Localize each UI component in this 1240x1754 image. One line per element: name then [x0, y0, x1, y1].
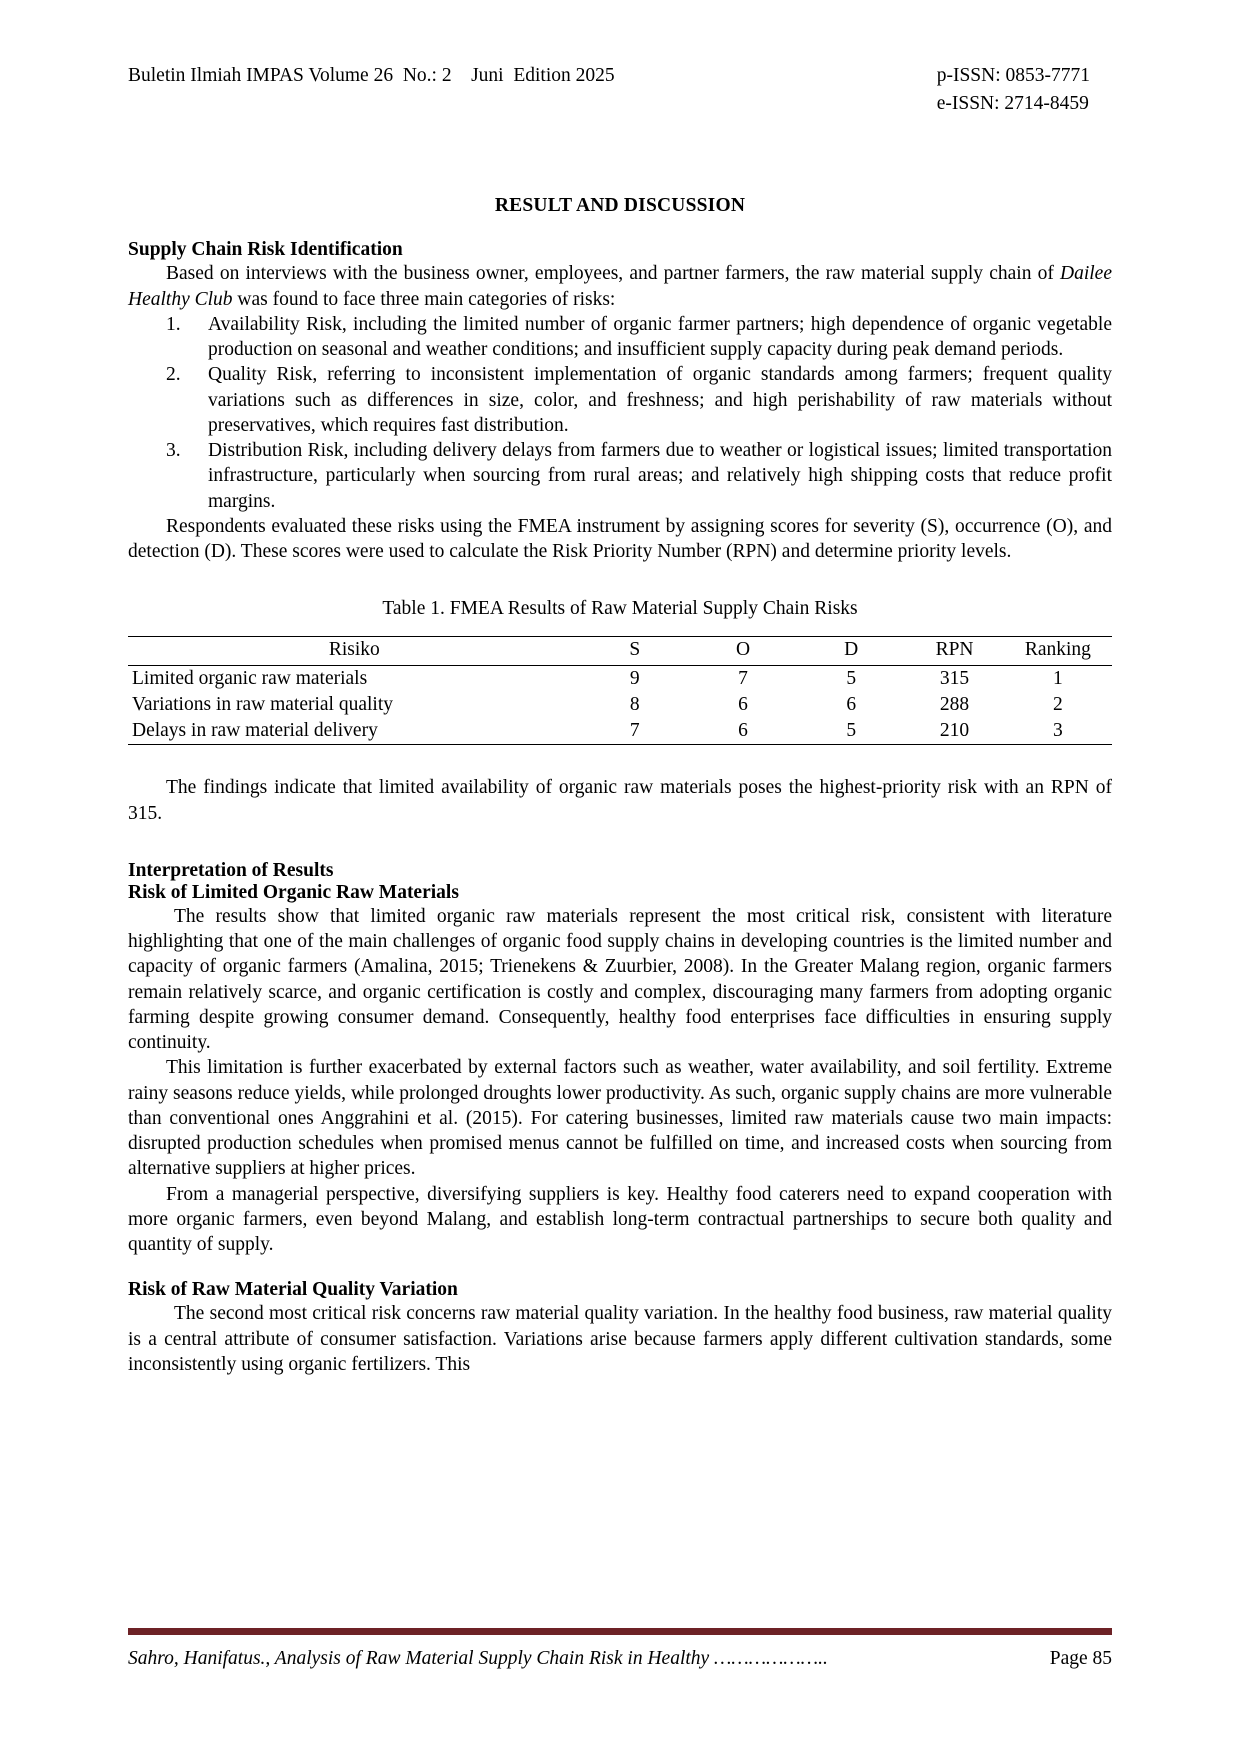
- cell-severity: 7: [581, 718, 689, 745]
- page-title: RESULT AND DISCUSSION: [494, 195, 746, 217]
- paragraph-limited-raw-materials-3: From a managerial perspective, diversifying suppliers is key. Healthy food caterers need to expand cooperation with more organic farmers, even beyond Malang, and establish long-term contractual partnerships to secure both quality and quantity of supply.: [128, 1183, 1112, 1256]
- paragraph-quality-variation: The second most critical risk concerns raw material quality variation. In the healthy food business, raw material quality is a central attribute of consumer satisfaction. Variations arise because farmers apply different cultivation standards, some inconsistently using organic fertilizers. This: [128, 1303, 1112, 1375]
- cell-rpn: 210: [905, 718, 1003, 745]
- heading-supply-chain-risk-identification: Supply Chain Risk Identification: [128, 239, 403, 261]
- column-header-d: D: [797, 637, 905, 666]
- footer-row: [128, 1648, 1112, 1670]
- column-header-o: O: [689, 637, 797, 666]
- e-issn: e-ISSN: 2714-8459: [936, 92, 1089, 114]
- cell-risk: Delays in raw material delivery: [128, 718, 581, 745]
- cell-detection: 6: [846, 694, 857, 716]
- list-item-number: 1.: [166, 313, 181, 335]
- cell-detection: 5: [846, 668, 857, 690]
- footer-article-title: Sahro, Hanifatus., Analysis of Raw Material Supply Chain Risk in Healthy ………………..: [128, 1648, 828, 1669]
- cell-occurrence: 6: [689, 718, 797, 745]
- list-item-text: Quality Risk, referring to inconsistent implementation of organic standards among farmers; frequent quality variations such as differences in size, color, and freshness; and high perishability of raw materials without preservatives, which requires fast distribution.: [208, 364, 1112, 436]
- list-item-number: 2.: [166, 364, 181, 386]
- table-caption: Table 1. FMEA Results of Raw Material Supply Chain Risks: [382, 598, 858, 620]
- cell-severity: 9: [629, 668, 640, 690]
- table-row: [128, 692, 1112, 718]
- list-item-text: Distribution Risk, including delivery delays from farmers due to weather or logistical issues; limited transportation infrastructure, particularly when sourcing from rural areas; and relatively high shipping costs that reduce profit margins.: [208, 440, 1112, 512]
- list-item-text: Availability Risk, including the limited number of organic farmer partners; high dependence of organic vegetable production on seasonal and weather conditions; and insufficient supply capacity during peak demand periods.: [208, 313, 1112, 361]
- cell-detection: 5: [797, 718, 905, 745]
- intro-text-before: Based on interviews with the business owner, employees, and partner farmers, the raw material supply chain of: [166, 263, 1061, 285]
- business-name-italic: Dailee Healthy Club: [128, 263, 1112, 310]
- paragraph-fmea-method: Respondents evaluated these risks using the FMEA instrument by assigning scores for severity (S), occurrence (O), and detection (D). These scores were used to calculate the Risk Priority Number (RPN) and determine priority levels.: [128, 515, 1112, 563]
- cell-severity: 8: [629, 694, 640, 716]
- list-item: [128, 438, 1112, 514]
- paragraph-limited-raw-materials-1: The results show that limited organic raw materials represent the most critical risk, consistent with literature highlighting that one of the main challenges of organic food supply chains in developing countries is the limited number and capacity of organic farmers (Amalina, 2015; Trienekens & Zuurbier, 2008). In the Greater Malang region, organic farmers remain relatively scarce, and organic certification is costly and complex, discouraging many farmers from adopting organic farming despite growing consumer demand. Consequently, healthy food enterprises face difficulties in ensuring supply continuity.: [128, 905, 1112, 1054]
- table-header: [128, 637, 1112, 666]
- table-header-row: [128, 637, 1112, 666]
- heading-interpretation-of-results: Interpretation of Results: [128, 859, 334, 881]
- cell-ranking: 1: [1052, 668, 1063, 690]
- fmea-results-table: [128, 636, 1112, 745]
- table-body: [128, 666, 1112, 745]
- list-item-number: 3.: [166, 440, 181, 462]
- cell-ranking: 3: [1004, 718, 1112, 745]
- running-head-issn: [937, 62, 1112, 117]
- cell-ranking: 2: [1052, 694, 1063, 716]
- footer-rule: [128, 1628, 1112, 1635]
- paragraph-limited-raw-materials-2: This limitation is further exacerbated by external factors such as weather, water availability, and soil fertility. Extreme rainy seasons reduce yields, while prolonged droughts lower productivity. As such, organic supply chains are more vulnerable than conventional ones Anggrahini et al. (2015). For catering businesses, limited raw materials cause two main impacts: disrupted production schedules when promised menus cannot be fulfilled on time, and increased costs when sourcing from alternative suppliers at higher prices.: [128, 1057, 1112, 1180]
- list-item: [128, 362, 1112, 438]
- table-row: [128, 666, 1112, 693]
- column-header-risiko: Risiko: [128, 637, 581, 666]
- column-header-rpn: RPN: [905, 637, 1003, 666]
- column-header-ranking: Ranking: [1004, 637, 1112, 666]
- running-head: [128, 62, 1112, 117]
- page-footer: [128, 1628, 1112, 1670]
- cell-occurrence: 7: [738, 668, 748, 690]
- list-item: [128, 312, 1112, 363]
- running-head-journal: Buletin Ilmiah IMPAS Volume 26 No.: 2 Juni Edition 2025: [128, 65, 615, 86]
- intro-text-after: was found to face three main categories of risks:: [232, 288, 616, 310]
- footer-page-number: Page 85: [1049, 1648, 1112, 1669]
- paragraph-findings: The findings indicate that limited availability of organic raw materials poses the highest-priority risk with an RPN of 315.: [128, 777, 1112, 824]
- column-header-s: S: [581, 637, 689, 666]
- paragraph-intro: [128, 261, 1112, 312]
- cell-rpn: 288: [939, 694, 970, 716]
- cell-risk: Limited organic raw materials: [132, 668, 368, 690]
- cell-rpn: 315: [939, 668, 970, 690]
- heading-risk-raw-material-quality-variation: Risk of Raw Material Quality Variation: [128, 1279, 458, 1301]
- heading-risk-limited-organic-raw-materials: Risk of Limited Organic Raw Materials: [128, 881, 459, 903]
- table-row: [128, 718, 1112, 745]
- risk-category-list: [128, 312, 1112, 514]
- cell-risk: Variations in raw material quality: [132, 694, 394, 716]
- p-issn: p-ISSN: 0853-7771: [936, 65, 1090, 86]
- cell-occurrence: 6: [738, 694, 748, 716]
